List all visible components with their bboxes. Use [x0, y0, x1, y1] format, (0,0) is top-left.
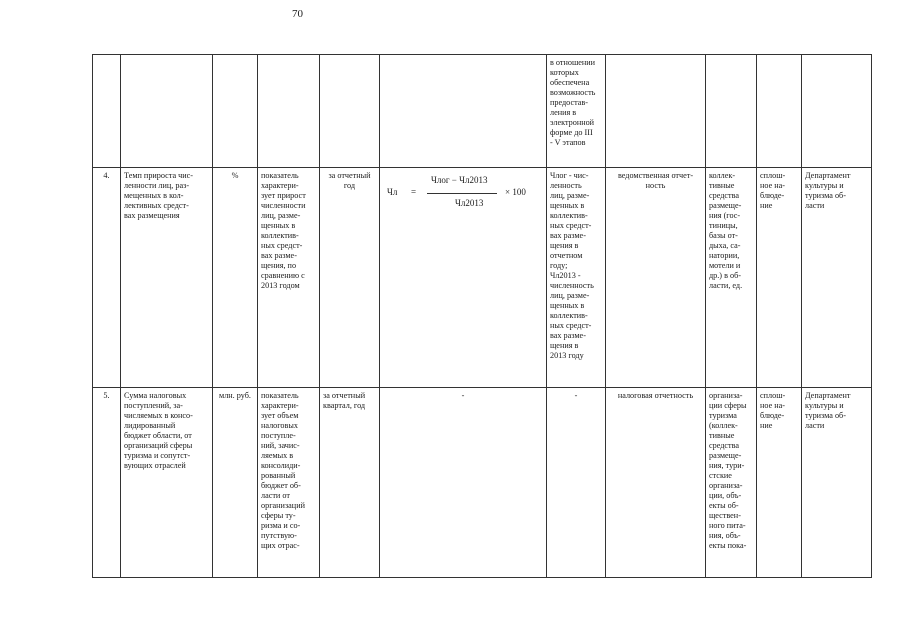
fraction-bar	[427, 193, 497, 194]
period-cell: за отчетный квартал, год	[320, 388, 380, 578]
observation-cell: сплош- ное на- блюде- ние	[757, 168, 802, 388]
row-number-cell: 4.	[93, 168, 121, 388]
formula-cell: -	[380, 388, 547, 578]
table-row	[93, 388, 872, 578]
formula-denominator: Чл2013	[455, 198, 484, 208]
formula-numerator: Члог − Чл2013	[431, 175, 488, 185]
responsible-cell: Департамент культуры и туризма об- ласти	[802, 168, 872, 388]
source-cell: ведомственная отчет- ность	[606, 168, 706, 388]
formula-cell	[380, 168, 547, 388]
description-cell: показатель характери- зует объем налоговых поступле- ний, зачис- ляемых в консолиди- рованный бюджет об- ласти от организаций сферы ту- ризма и со- путствую- щих отрас-	[258, 388, 320, 578]
unit-cell: млн. руб.	[213, 388, 258, 578]
description-cell	[258, 55, 320, 168]
method-cell: в отношении которых обеспечена возможность предостав- ления в электронной форме до III - V этапов	[547, 55, 606, 168]
observation-cell	[757, 55, 802, 168]
indicator-table	[92, 54, 872, 578]
object-cell: организа- ции сферы туризма (коллек- тивные средства размеще- ния, тури- стские организа- ции, объ- екты об- ществен- ного пита- ния, объ- екты пока-	[706, 388, 757, 578]
method-cell: Члог - чис- ленность лиц, разме- щенных в коллектив- ных средст- вах разме- щения в отчетном году; Чл2013 - численность лиц, разме- щенных в коллектив- ных средст- вах разме- щения в 2013 году	[547, 168, 606, 388]
method-cell: -	[547, 388, 606, 578]
description-cell: показатель характери- зует прирост численности лиц, разме- щенных в коллектив- ных средст- вах разме- щения, по сравнению с 2013 годом	[258, 168, 320, 388]
indicator-name-cell	[121, 55, 213, 168]
table-row	[93, 55, 872, 168]
indicator-name-cell: Сумма налоговых поступлений, за- числяемых в консо- лидированный бюджет области, от организаций сферы туризма и сопутст- вующих отраслей	[121, 388, 213, 578]
unit-cell: %	[213, 168, 258, 388]
indicator-name-cell: Темп прироста чис- ленности лиц, раз- мещенных в кол- лективных средст- вах размещения	[121, 168, 213, 388]
formula-multiplier: × 100	[505, 187, 526, 197]
period-cell: за отчетный год	[320, 168, 380, 388]
row-number-cell	[93, 55, 121, 168]
period-cell	[320, 55, 380, 168]
table-row	[93, 168, 872, 388]
object-cell	[706, 55, 757, 168]
formula-lhs: Чл	[387, 187, 398, 197]
growth-formula	[383, 171, 543, 231]
formula-equals: =	[411, 187, 417, 197]
object-cell: коллек- тивные средства размеще- ния (гос- тиницы, базы от- дыха, са- натории, мотели и др.) в об- ласти, ед.	[706, 168, 757, 388]
row-number-cell: 5.	[93, 388, 121, 578]
source-cell	[606, 55, 706, 168]
responsible-cell	[802, 55, 872, 168]
unit-cell	[213, 55, 258, 168]
source-cell: налоговая отчетность	[606, 388, 706, 578]
page-number: 70	[292, 8, 303, 20]
formula-cell	[380, 55, 547, 168]
observation-cell: сплош- ное на- блюде- ние	[757, 388, 802, 578]
responsible-cell: Департамент культуры и туризма об- ласти	[802, 388, 872, 578]
